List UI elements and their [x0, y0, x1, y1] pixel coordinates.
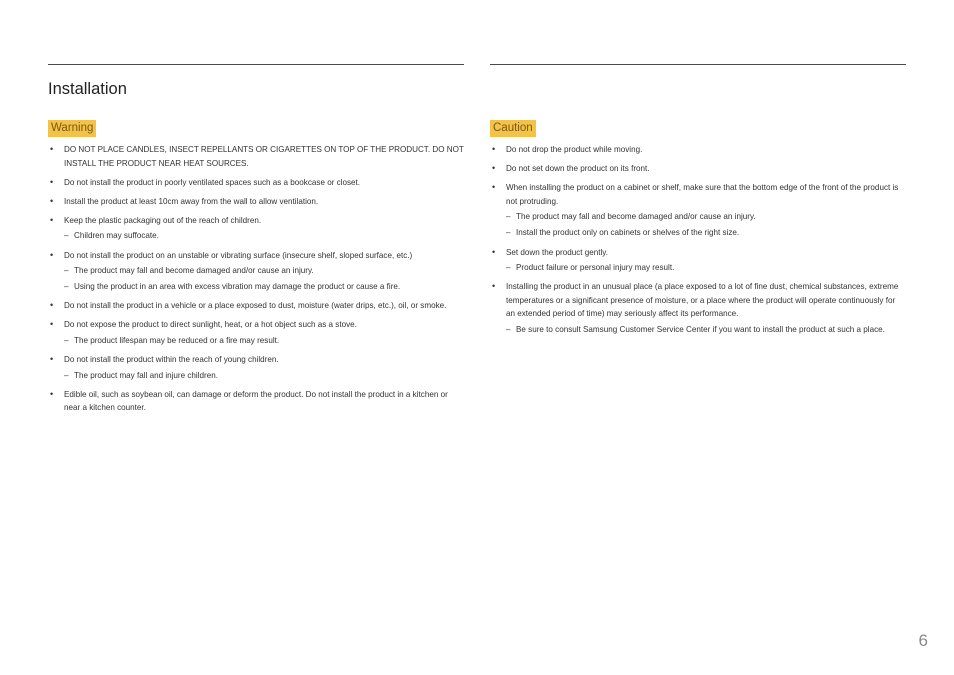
- sub-list-item: – Children may suffocate.: [64, 229, 464, 243]
- sub-list-item: – Install the product only on cabinets or shelves of the right size.: [506, 226, 906, 240]
- list-item: [48, 214, 464, 243]
- list-item: [48, 388, 464, 415]
- list-item: [48, 195, 464, 209]
- list-item: [48, 299, 464, 313]
- page-number: 6: [918, 631, 928, 650]
- warning-list: [48, 143, 464, 415]
- caution-column: [490, 118, 906, 342]
- list-item-text: Installing the product in an unusual place (a place exposed to a lot of fine dust, chemical substances, extreme temperatures or a significant presence of moisture, or a place where the product will operate continuously for an extended period of time) may seriously affect its performance.: [506, 282, 899, 319]
- list-item-text: When installing the product on a cabinet or shelf, make sure that the bottom edge of the front of the product is not protruding.: [506, 183, 899, 206]
- list-item-text: Edible oil, such as soybean oil, can damage or deform the product. Do not install the product in a kitchen or near a kitchen counter.: [64, 389, 448, 413]
- list-item: [48, 143, 464, 170]
- sub-list: [64, 334, 464, 348]
- caution-list: [490, 143, 906, 337]
- sub-list-item: – The product lifespan may be reduced or a fire may result.: [64, 334, 464, 348]
- sub-list-item: – Be sure to consult Samsung Customer Service Center if you want to install the product at such a place.: [506, 323, 906, 337]
- list-item-text: Keep the plastic packaging out of the reach of children.: [64, 215, 262, 225]
- list-item: [490, 143, 906, 157]
- sub-list: [506, 323, 906, 337]
- list-item: [490, 246, 906, 275]
- list-item-text: Set down the product gently.: [506, 247, 608, 257]
- list-item: [48, 249, 464, 294]
- sub-list: [64, 229, 464, 243]
- list-item: [490, 162, 906, 176]
- list-item: [48, 176, 464, 190]
- list-item: [48, 318, 464, 347]
- warning-label: Warning: [48, 120, 96, 137]
- list-item-text: DO NOT PLACE CANDLES, INSECT REPELLANTS OR CIGARETTES ON TOP OF THE PRODUCT. DO NOT INSTALL THE PRODUCT NEAR HEAT SOURCES.: [64, 145, 464, 168]
- list-item-text: Do not expose the product to direct sunlight, heat, or a hot object such as a stove.: [64, 320, 357, 330]
- sub-list-item: – The product may fall and become damaged and/or cause an injury.: [506, 210, 906, 224]
- top-rule-left: [48, 64, 464, 65]
- list-item-text: Do not drop the product while moving.: [506, 145, 643, 154]
- sub-list: [64, 369, 464, 383]
- sub-list: [506, 261, 906, 275]
- sub-list-item: – Product failure or personal injury may result.: [506, 261, 906, 275]
- list-item-text: Do not install the product within the reach of young children.: [64, 355, 279, 365]
- top-rule-right: [490, 64, 906, 65]
- list-item-text: Install the product at least 10cm away from the wall to allow ventilation.: [64, 196, 319, 206]
- list-item-text: Do not install the product in a vehicle or a place exposed to dust, moisture (water drips, etc.), oil, or smoke.: [64, 301, 447, 311]
- section-title: Installation: [48, 80, 127, 98]
- list-item-text: Do not install the product in poorly ventilated spaces such as a bookcase or closet.: [64, 177, 361, 187]
- sub-list-item: – The product may fall and injure children.: [64, 369, 464, 383]
- list-item: [490, 181, 906, 240]
- sub-list: [64, 264, 464, 294]
- warning-column: [48, 118, 464, 421]
- caution-label: Caution: [490, 120, 536, 137]
- sub-list-item: – Using the product in an area with excess vibration may damage the product or cause a fire.: [64, 280, 464, 294]
- list-item-text: Do not set down the product on its front.: [506, 164, 650, 174]
- list-item: [48, 353, 464, 382]
- list-item-text: Do not install the product on an unstable or vibrating surface (insecure shelf, sloped surface, etc.): [64, 250, 413, 260]
- sub-list-item: – The product may fall and become damaged and/or cause an injury.: [64, 264, 464, 278]
- sub-list: [506, 210, 906, 240]
- list-item: [490, 280, 906, 336]
